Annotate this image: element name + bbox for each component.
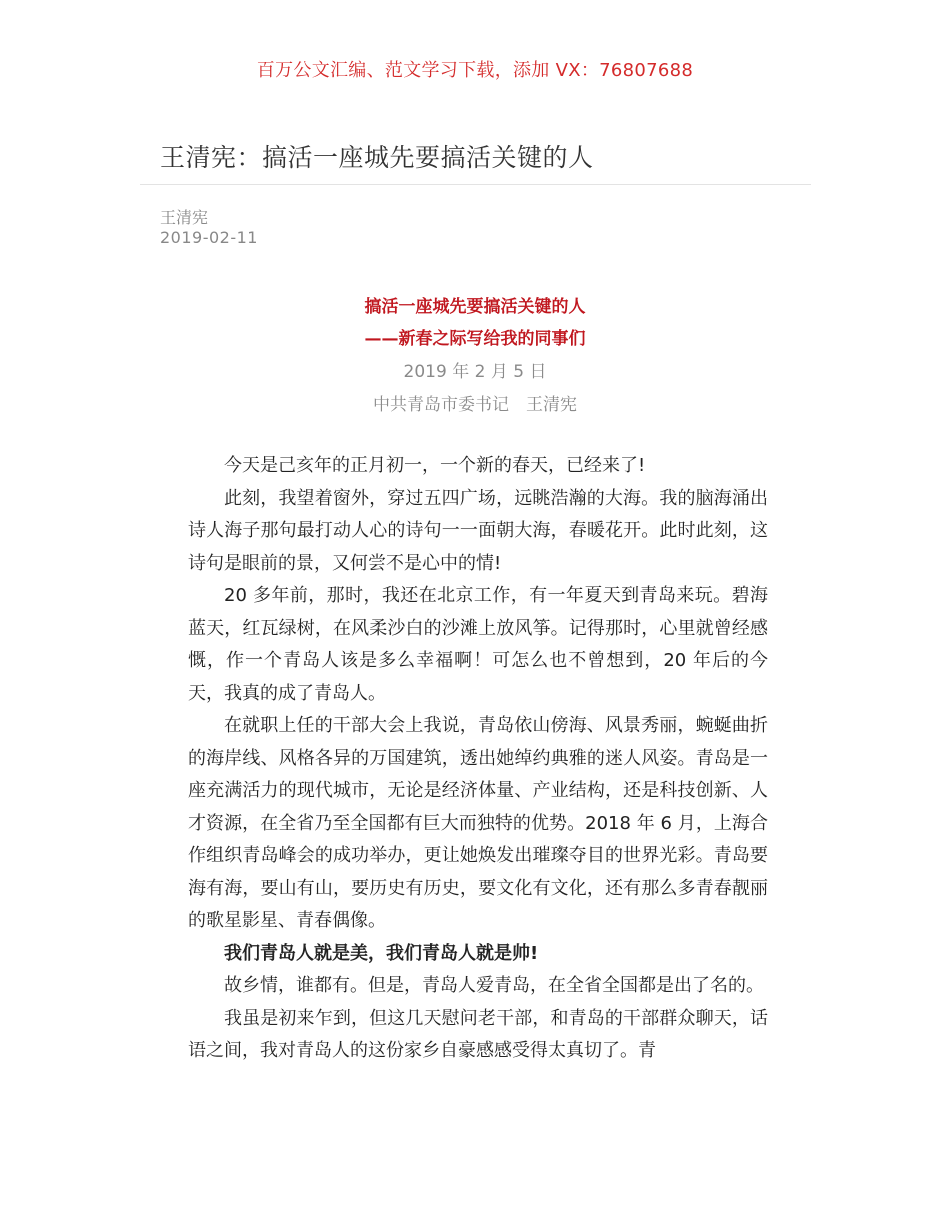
- paragraph: 此刻，我望着窗外，穿过五四广场，远眺浩瀚的大海。我的脑海涌出诗人海子那句最打动人心的诗句一一面朝大海，春暖花开。此时此刻，这诗句是眼前的景，又何尝不是心中的情!: [188, 487, 768, 574]
- paragraph: 在就职上任的干部大会上我说，青岛依山傍海、风景秀丽，蜿蜒曲折的海岸线、风格各异的万国建筑，透出她绰约典雅的迷人风姿。青岛是一座充满活力的现代城市，无论是经济体量、产业结构，还是科技创新、人才资源，在全省乃至全国都有巨大而独特的优势。2018 年 6 月，上海合作组织青岛峰会的成功举办，更让她焕发出璀璨夺目的世界光彩。青岛要海有海，要山有山，要历史有历史，要文化有文化，还有那么多青春靓丽的歌星影星、青春偶像。: [188, 715, 768, 931]
- promo-banner: 百万公文汇编、范文学习下载，添加 VX：76807688: [256, 60, 694, 81]
- byline: 中共青岛市委书记 王清宪: [373, 395, 577, 415]
- article-date: 2019-02-11: [160, 228, 258, 247]
- date-line: 2019 年 2 月 5 日: [403, 362, 547, 382]
- article-author: 王清宪: [160, 208, 209, 227]
- headline: 搞活一座城先要搞活关键的人: [364, 297, 586, 317]
- article-title: 王清宪：搞活一座城先要搞活关键的人: [160, 143, 594, 172]
- paragraph: 故乡情，谁都有。但是，青岛人爱青岛，在全省全国都是出了名的。: [224, 975, 764, 996]
- title-divider: [140, 184, 811, 185]
- paragraph: 今天是己亥年的正月初一，一个新的春天，已经来了!: [224, 455, 646, 476]
- subheadline: ——新春之际写给我的同事们: [364, 329, 586, 349]
- paragraph: 20 多年前，那时，我还在北京工作，有一年夏天到青岛来玩。碧海蓝天，红瓦绿树，在风柔沙白的沙滩上放风筝。记得那时，心里就曾经感慨，作一个青岛人该是多么幸福啊！可怎么也不曾想到，20 年后的今天，我真的成了青岛人。: [188, 585, 768, 704]
- article-body: [188, 450, 768, 1068]
- paragraph: 我虽是初来乍到，但这几天慰问老干部，和青岛的干部群众聊天，话语之间，我对青岛人的这份家乡自豪感感受得太真切了。青: [188, 1007, 768, 1061]
- bold-paragraph: 我们青岛人就是美，我们青岛人就是帅!: [224, 942, 539, 964]
